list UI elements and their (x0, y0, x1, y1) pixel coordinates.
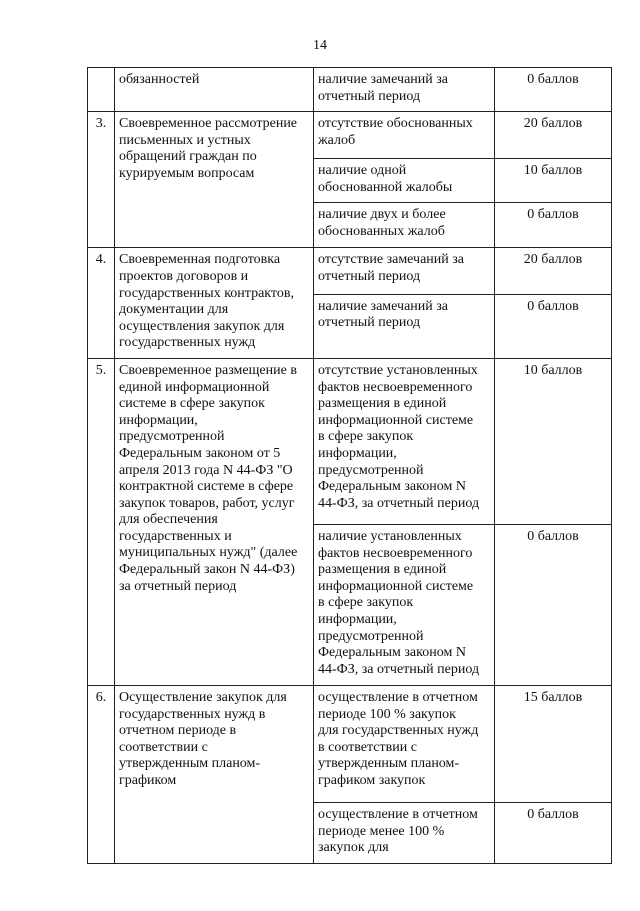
condition-text: отсутствие установленных фактов несвоевременного размещения в единой информационной системе в сфере закупок информации, предусмотренной Федеральным законом N 44-ФЗ, за отчетный период (314, 358, 495, 524)
points-value: 15 баллов (495, 685, 612, 802)
condition-text: наличие замечаний за отчетный период (314, 294, 495, 358)
table-row (88, 358, 612, 524)
row-number: 4. (88, 248, 115, 359)
criterion-name: Своевременное рассмотрение письменных и устных обращений граждан по курируемым вопросам (115, 112, 314, 248)
table-row (88, 68, 612, 112)
condition-text: наличие одной обоснованной жалобы (314, 159, 495, 203)
row-number (88, 68, 115, 112)
table-row (88, 248, 612, 294)
points-value: 0 баллов (495, 203, 612, 248)
criterion-name: Своевременное размещение в единой информационной системе в сфере закупок информации, предусмотренной Федеральным законом от 5 апреля 2013 года N 44-ФЗ "О контрактной системе в сфере закупок товаров, работ, услуг для обеспечения государственных и муниципальных нужд" (далее Федеральный закон N 44-ФЗ) за отчетный период (115, 358, 314, 685)
condition-text: отсутствие замечаний за отчетный период (314, 248, 495, 294)
page-number: 14 (313, 38, 327, 53)
row-number: 3. (88, 112, 115, 248)
criterion-name: Своевременная подготовка проектов договоров и государственных контрактов, документации для осуществления закупок для государственных нужд (115, 248, 314, 359)
criterion-name: обязанностей (115, 68, 314, 112)
points-value: 0 баллов (495, 524, 612, 685)
condition-text: наличие замечаний за отчетный период (314, 68, 495, 112)
points-value: 0 баллов (495, 802, 612, 863)
condition-text: наличие двух и более обоснованных жалоб (314, 203, 495, 248)
table-row (88, 685, 612, 802)
points-value: 10 баллов (495, 358, 612, 524)
points-value: 0 баллов (495, 294, 612, 358)
condition-text: осуществление в отчетном периоде менее 100 % закупок для (314, 802, 495, 863)
points-value: 20 баллов (495, 112, 612, 159)
table-row (88, 112, 612, 159)
criteria-table (87, 67, 612, 864)
points-value: 20 баллов (495, 248, 612, 294)
criterion-name: Осуществление закупок для государственных нужд в отчетном периоде в соответствии с утвержденным планом- графиком (115, 685, 314, 863)
points-value: 0 баллов (495, 68, 612, 112)
criteria-table-body (88, 68, 612, 864)
condition-text: наличие установленных фактов несвоевременного размещения в единой информационной системе в сфере закупок информации, предусмотренной Федеральным законом N 44-ФЗ, за отчетный период (314, 524, 495, 685)
condition-text: осуществление в отчетном периоде 100 % закупок для государственных нужд в соответствии с утвержденным планом- графиком закупок (314, 685, 495, 802)
row-number: 5. (88, 358, 115, 685)
points-value: 10 баллов (495, 159, 612, 203)
condition-text: отсутствие обоснованных жалоб (314, 112, 495, 159)
row-number: 6. (88, 685, 115, 863)
